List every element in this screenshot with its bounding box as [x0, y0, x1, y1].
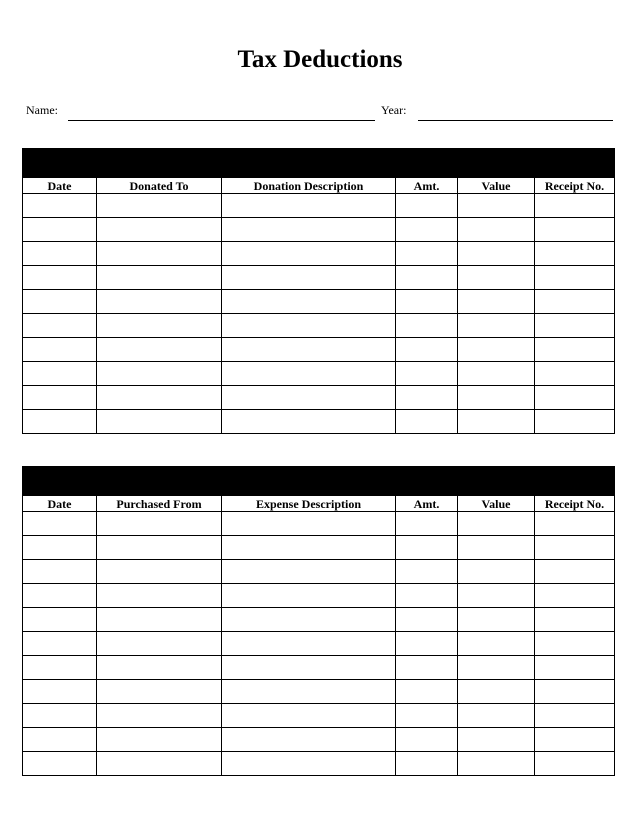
expenses-table — [22, 466, 615, 776]
receipt-no-cell[interactable] — [535, 338, 615, 362]
expense-description-cell[interactable] — [222, 752, 396, 776]
donated-to-cell[interactable] — [97, 314, 222, 338]
value-cell[interactable] — [458, 536, 535, 560]
column-header-amt: Amt. — [396, 178, 458, 194]
donation-description-cell[interactable] — [222, 266, 396, 290]
date-cell[interactable] — [23, 314, 97, 338]
value-cell[interactable] — [458, 218, 535, 242]
donated-to-cell[interactable] — [97, 290, 222, 314]
table-row — [23, 560, 615, 584]
amt-cell[interactable] — [396, 266, 458, 290]
donation-description-cell[interactable] — [222, 194, 396, 218]
receipt-no-cell[interactable] — [535, 194, 615, 218]
table-row — [23, 290, 615, 314]
amt-cell[interactable] — [396, 386, 458, 410]
expense-description-cell[interactable] — [222, 512, 396, 536]
name-label: Name: — [26, 103, 58, 117]
purchased-from-cell[interactable] — [97, 608, 222, 632]
column-headers — [23, 178, 615, 194]
table-row — [23, 728, 615, 752]
receipt-no-cell[interactable] — [535, 362, 615, 386]
donation-description-cell[interactable] — [222, 242, 396, 266]
header-bar-cell — [23, 149, 615, 178]
amt-cell[interactable] — [396, 560, 458, 584]
amt-cell[interactable] — [396, 584, 458, 608]
expense-description-cell[interactable] — [222, 560, 396, 584]
table-row — [23, 704, 615, 728]
amt-cell[interactable] — [396, 704, 458, 728]
column-header-receipt-no: Receipt No. — [535, 178, 615, 194]
date-cell[interactable] — [23, 194, 97, 218]
receipt-no-cell[interactable] — [535, 242, 615, 266]
table-row — [23, 608, 615, 632]
column-header-donation-description: Donation Description — [222, 178, 396, 194]
amt-cell[interactable] — [396, 656, 458, 680]
donated-to-cell[interactable] — [97, 218, 222, 242]
amt-cell[interactable] — [396, 338, 458, 362]
table-header-bar — [23, 149, 615, 178]
value-cell[interactable] — [458, 512, 535, 536]
year-field[interactable] — [418, 120, 613, 121]
date-cell[interactable] — [23, 680, 97, 704]
donation-description-cell[interactable] — [222, 290, 396, 314]
table-row — [23, 362, 615, 386]
value-cell[interactable] — [458, 290, 535, 314]
receipt-no-cell[interactable] — [535, 386, 615, 410]
table-row — [23, 386, 615, 410]
donation-description-cell[interactable] — [222, 410, 396, 434]
value-cell[interactable] — [458, 752, 535, 776]
date-cell[interactable] — [23, 386, 97, 410]
date-cell[interactable] — [23, 410, 97, 434]
purchased-from-cell[interactable] — [97, 560, 222, 584]
receipt-no-cell[interactable] — [535, 584, 615, 608]
table-row — [23, 338, 615, 362]
value-cell[interactable] — [458, 314, 535, 338]
purchased-from-cell[interactable] — [97, 512, 222, 536]
amt-cell[interactable] — [396, 242, 458, 266]
value-cell[interactable] — [458, 608, 535, 632]
receipt-no-cell[interactable] — [535, 410, 615, 434]
receipt-no-cell[interactable] — [535, 632, 615, 656]
date-cell[interactable] — [23, 608, 97, 632]
column-header-date: Date — [23, 178, 97, 194]
purchased-from-cell[interactable] — [97, 656, 222, 680]
receipt-no-cell[interactable] — [535, 560, 615, 584]
date-cell[interactable] — [23, 560, 97, 584]
donation-description-cell[interactable] — [222, 338, 396, 362]
amt-cell[interactable] — [396, 194, 458, 218]
value-cell[interactable] — [458, 704, 535, 728]
donation-description-cell[interactable] — [222, 386, 396, 410]
receipt-no-cell[interactable] — [535, 752, 615, 776]
year-label: Year: — [381, 103, 407, 117]
expense-description-cell[interactable] — [222, 680, 396, 704]
table-row — [23, 194, 615, 218]
table-row — [23, 266, 615, 290]
date-cell[interactable] — [23, 728, 97, 752]
page-title: Tax Deductions — [237, 46, 403, 73]
amt-cell[interactable] — [396, 512, 458, 536]
table-row — [23, 536, 615, 560]
table-header-bar — [23, 467, 615, 496]
column-header-receipt-no: Receipt No. — [535, 496, 615, 512]
column-headers — [23, 496, 615, 512]
table-row — [23, 680, 615, 704]
value-cell[interactable] — [458, 194, 535, 218]
donated-to-cell[interactable] — [97, 362, 222, 386]
receipt-no-cell[interactable] — [535, 218, 615, 242]
expense-description-cell[interactable] — [222, 608, 396, 632]
date-cell[interactable] — [23, 584, 97, 608]
receipt-no-cell[interactable] — [535, 290, 615, 314]
date-cell[interactable] — [23, 218, 97, 242]
donated-to-cell[interactable] — [97, 194, 222, 218]
expense-description-cell[interactable] — [222, 656, 396, 680]
amt-cell[interactable] — [396, 752, 458, 776]
donations-table — [22, 148, 615, 434]
expense-description-cell[interactable] — [222, 728, 396, 752]
purchased-from-cell[interactable] — [97, 704, 222, 728]
date-cell[interactable] — [23, 704, 97, 728]
value-cell[interactable] — [458, 242, 535, 266]
receipt-no-cell[interactable] — [535, 680, 615, 704]
table-row — [23, 632, 615, 656]
receipt-no-cell[interactable] — [535, 512, 615, 536]
purchased-from-cell[interactable] — [97, 632, 222, 656]
date-cell[interactable] — [23, 656, 97, 680]
donation-description-cell[interactable] — [222, 218, 396, 242]
amt-cell[interactable] — [396, 362, 458, 386]
receipt-no-cell[interactable] — [535, 704, 615, 728]
column-header-expense-description: Expense Description — [222, 496, 396, 512]
amt-cell[interactable] — [396, 608, 458, 632]
value-cell[interactable] — [458, 266, 535, 290]
value-cell[interactable] — [458, 410, 535, 434]
amt-cell[interactable] — [396, 218, 458, 242]
date-cell[interactable] — [23, 362, 97, 386]
purchased-from-cell[interactable] — [97, 680, 222, 704]
amt-cell[interactable] — [396, 410, 458, 434]
receipt-no-cell[interactable] — [535, 728, 615, 752]
date-cell[interactable] — [23, 266, 97, 290]
column-header-value: Value — [458, 178, 535, 194]
table-row — [23, 410, 615, 434]
expense-description-cell[interactable] — [222, 584, 396, 608]
donation-description-cell[interactable] — [222, 362, 396, 386]
amt-cell[interactable] — [396, 290, 458, 314]
expense-description-cell[interactable] — [222, 536, 396, 560]
purchased-from-cell[interactable] — [97, 584, 222, 608]
purchased-from-cell[interactable] — [97, 752, 222, 776]
table-row — [23, 242, 615, 266]
column-header-value: Value — [458, 496, 535, 512]
value-cell[interactable] — [458, 386, 535, 410]
value-cell[interactable] — [458, 728, 535, 752]
receipt-no-cell[interactable] — [535, 656, 615, 680]
date-cell[interactable] — [23, 536, 97, 560]
amt-cell[interactable] — [396, 536, 458, 560]
table-row — [23, 512, 615, 536]
value-cell[interactable] — [458, 584, 535, 608]
amt-cell[interactable] — [396, 632, 458, 656]
date-cell[interactable] — [23, 752, 97, 776]
donated-to-cell[interactable] — [97, 410, 222, 434]
header-bar-cell — [23, 467, 615, 496]
column-header-donated-to: Donated To — [97, 178, 222, 194]
donated-to-cell[interactable] — [97, 386, 222, 410]
table-row — [23, 218, 615, 242]
date-cell[interactable] — [23, 338, 97, 362]
date-cell[interactable] — [23, 290, 97, 314]
receipt-no-cell[interactable] — [535, 314, 615, 338]
expense-description-cell[interactable] — [222, 632, 396, 656]
table-row — [23, 656, 615, 680]
amt-cell[interactable] — [396, 314, 458, 338]
receipt-no-cell[interactable] — [535, 608, 615, 632]
receipt-no-cell[interactable] — [535, 536, 615, 560]
value-cell[interactable] — [458, 338, 535, 362]
value-cell[interactable] — [458, 632, 535, 656]
purchased-from-cell[interactable] — [97, 728, 222, 752]
date-cell[interactable] — [23, 632, 97, 656]
column-header-amt: Amt. — [396, 496, 458, 512]
purchased-from-cell[interactable] — [97, 536, 222, 560]
value-cell[interactable] — [458, 560, 535, 584]
column-header-date: Date — [23, 496, 97, 512]
name-field[interactable] — [68, 120, 375, 121]
donated-to-cell[interactable] — [97, 266, 222, 290]
value-cell[interactable] — [458, 680, 535, 704]
donation-description-cell[interactable] — [222, 314, 396, 338]
value-cell[interactable] — [458, 656, 535, 680]
expense-description-cell[interactable] — [222, 704, 396, 728]
table-row — [23, 752, 615, 776]
donated-to-cell[interactable] — [97, 242, 222, 266]
table-row — [23, 584, 615, 608]
column-header-purchased-from: Purchased From — [97, 496, 222, 512]
value-cell[interactable] — [458, 362, 535, 386]
date-cell[interactable] — [23, 242, 97, 266]
receipt-no-cell[interactable] — [535, 266, 615, 290]
table-row — [23, 314, 615, 338]
date-cell[interactable] — [23, 512, 97, 536]
amt-cell[interactable] — [396, 728, 458, 752]
donated-to-cell[interactable] — [97, 338, 222, 362]
amt-cell[interactable] — [396, 680, 458, 704]
